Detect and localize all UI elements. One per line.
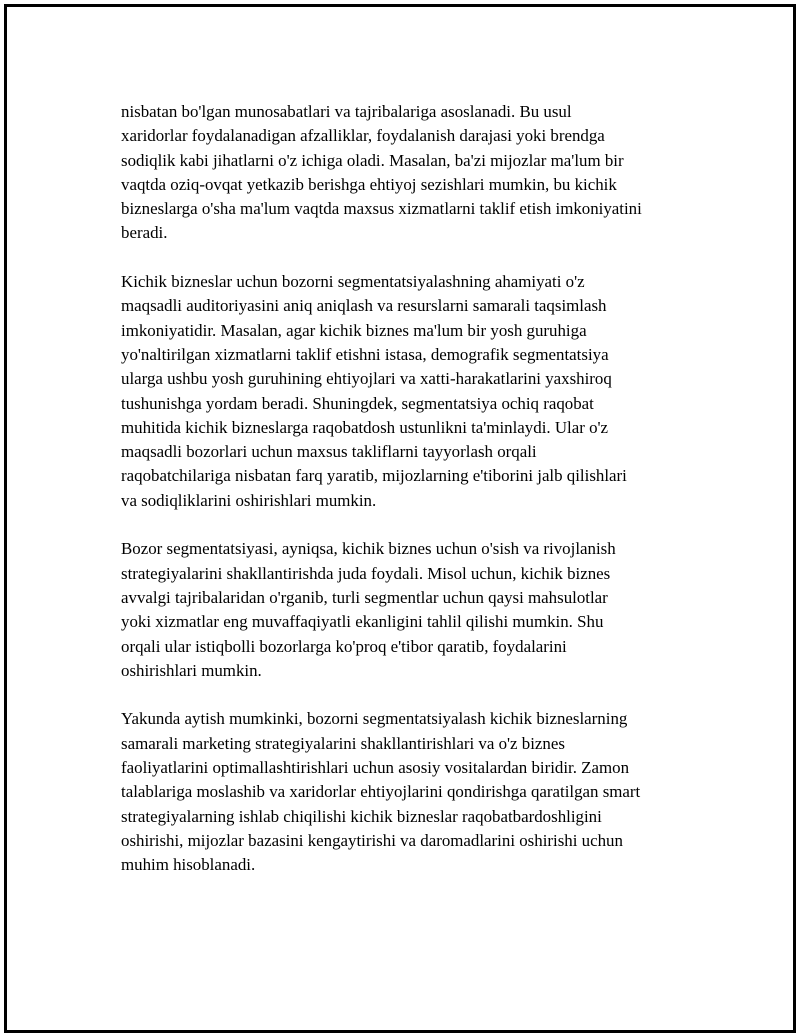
paragraph-1: nisbatan bo'lgan munosabatlari va tajribalariga asoslanadi. Bu usul xaridorlar foydalanadigan afzalliklar, foydalanish darajasi yoki brendga sodiqlik kabi jihatlarni o'z ichiga oladi. Masalan, ba'zi mijozlar ma'lum bir vaqtda oziq-ovqat yetkazib berishga ehtiyoj sezishlari mumkin, bu kichik bizneslarga o'sha ma'lum vaqtda maxsus xizmatlarni taklif etish imkoniyatini beradi. [121,102,642,243]
paragraph-4: Yakunda aytish mumkinki, bozorni segmentatsiyalash kichik bizneslarning samarali marketing strategiyalarini shakllantirishlari va o'z biznes faoliyatlarini optimallashtirishlari uchun asosiy vositalardan biridir. Zamon talablariga moslashib va xaridorlar ehtiyojlarini qondirishga qaratilgan smart strategiyalarning ishlab chiqilishi kichik bizneslar raqobatbardoshligini oshirishi, mijozlar bazasini kengaytirishi va daromadlarini oshirishi uchun muhim hisoblanadi. [121,709,641,875]
document-body [121,100,711,902]
page-frame [4,4,796,1033]
paragraph-3: Bozor segmentatsiyasi, ayniqsa, kichik biznes uchun o'sish va rivojlanish strategiyalarini shakllantirishda juda foydali. Misol uchun, kichik biznes avvalgi tajribalaridan o'rganib, turli segmentlar uchun qaysi mahsulotlar yoki xizmatlar eng muvaffaqiyatli ekanligini tahlil qilishi mumkin. Shu orqali ular istiqbolli bozorlarga ko'proq e'tibor qaratib, foydalarini oshirishlari mumkin. [121,539,616,680]
paragraph-2: Kichik bizneslar uchun bozorni segmentatsiyalashning ahamiyati o'z maqsadli auditoriyasini aniq aniqlash va resurslarni samarali taqsimlash imkoniyatidir. Masalan, agar kichik biznes ma'lum bir yosh guruhiga yo'naltirilgan xizmatlarni taklif etishni istasa, demografik segmentatsiya ularga ushbu yosh guruhining ehtiyojlari va xatti-harakatlarini yaxshiroq tushunishga yordam beradi. Shuningdek, segmentatsiya ochiq raqobat muhitida kichik bizneslarga raqobatdosh ustunlikni ta'minlaydi. Ular o'z maqsadli bozorlari uchun maxsus takliflarni tayyorlash orqali raqobatchilariga nisbatan farq yaratib, mijozlarning e'tiborini jalb qilishlari va sodiqliklarini oshirishlari mumkin. [121,272,627,510]
